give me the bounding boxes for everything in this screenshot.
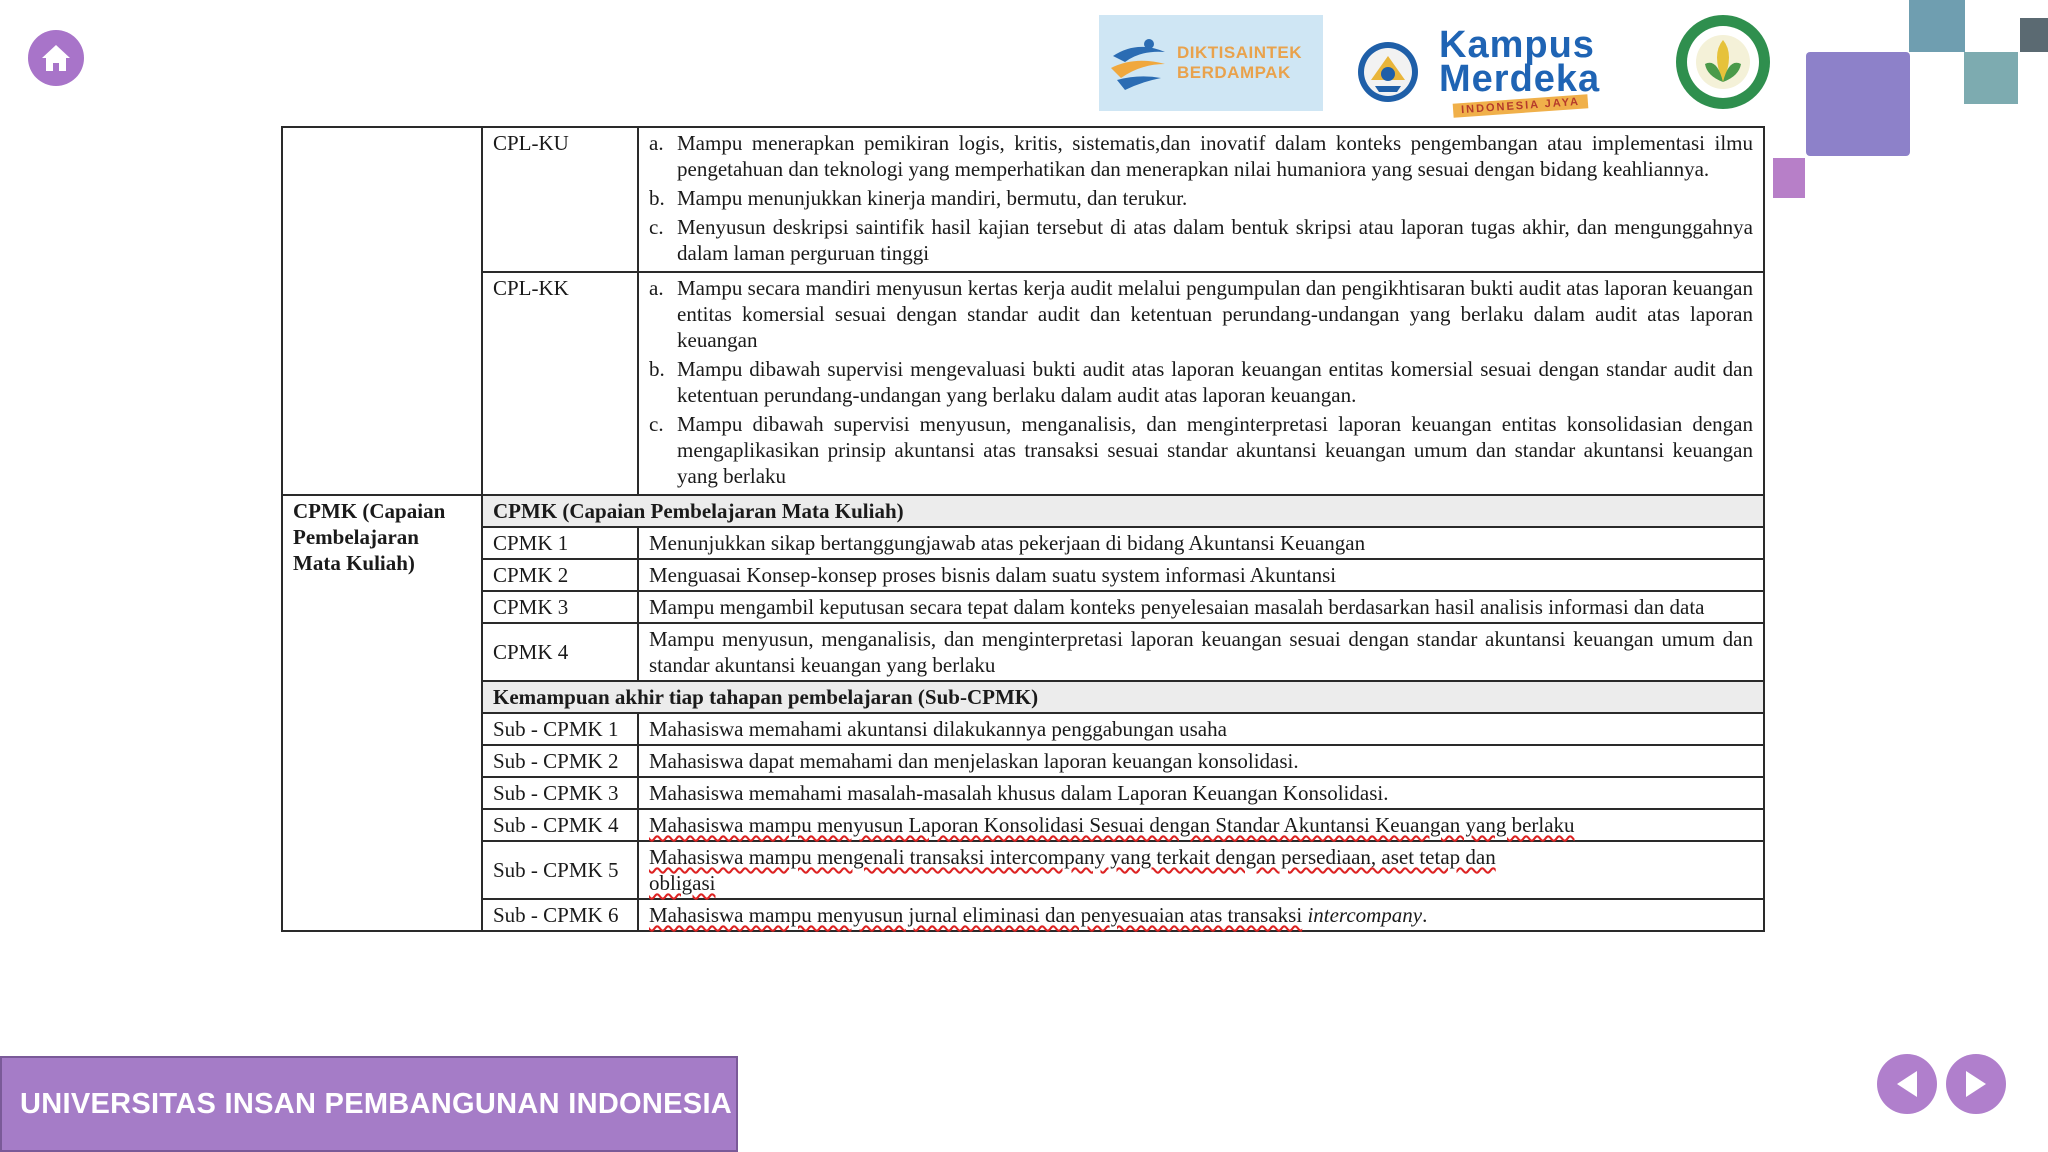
cpmk-row-label: CPMK (Capaian Pembelajaran Mata Kuliah)	[282, 495, 482, 931]
sub-cpmk-code: Sub - CPMK 4	[482, 809, 638, 841]
table-row	[282, 623, 1764, 681]
table-row	[282, 713, 1764, 745]
table-row	[282, 899, 1764, 931]
table-left-empty-cell	[282, 127, 482, 495]
cpl-ku-code: CPL-KU	[482, 127, 638, 272]
cpmk-code: CPMK 3	[482, 591, 638, 623]
previous-slide-button[interactable]	[1877, 1054, 1937, 1114]
list-item: a. Mampu secara mandiri menyusun kertas kerja audit melalui pengumpulan dan pengikhtisaran bukti audit atas laporan keuangan entitas komersial sesuai dengan standar audit dan ketentuan perundang-undangan yang berlaku dalam audit atas laporan keuangan	[649, 276, 1753, 352]
decorative-square	[1773, 158, 1805, 198]
sub-cpmk-text: Mahasiswa mampu menyusun Laporan Konsolidasi Sesuai dengan Standar Akuntansi Keuangan yang berlaku	[638, 809, 1764, 841]
table-row	[282, 745, 1764, 777]
table-row	[282, 559, 1764, 591]
sub-cpmk-code: Sub - CPMK 1	[482, 713, 638, 745]
arrow-right-icon	[1962, 1069, 1990, 1099]
sub-cpmk-code: Sub - CPMK 5	[482, 841, 638, 899]
cpmk-text: Mampu menyusun, menganalisis, dan menginterpretasi laporan keuangan sesuai dengan standar akuntansi keuangan umum dan standar akuntansi keuangan yang berlaku	[638, 623, 1764, 681]
sub-cpmk-text: Mahasiswa memahami akuntansi dilakukannya penggabungan usaha	[638, 713, 1764, 745]
list-item: c. Menyusun deskripsi saintifik hasil kajian tersebut di atas dalam bentuk skripsi atau laporan tugas akhir, dan mengunggahnya dalam laman perguruan tinggi	[649, 215, 1753, 265]
kampus-merdeka-line2: Merdeka	[1439, 58, 1601, 100]
sub-cpmk-text: Mahasiswa mampu mengenali transaksi intercompany yang terkait dengan persediaan, aset tetap dan obligasi	[638, 841, 1764, 899]
slide-content-table	[281, 126, 1765, 986]
cpl-kk-code: CPL-KK	[482, 272, 638, 495]
cpl-kk-description	[638, 272, 1764, 495]
list-item: a. Mampu menerapkan pemikiran logis, kritis, sistematis,dan inovatif dalam konteks pengembangan atau implementasi ilmu pengetahuan dan teknologi yang memperhatikan dan menerapkan nilai humaniora yang sesuai dengan bidang keahliannya.	[649, 131, 1753, 181]
kampus-merdeka-line1: Kampus	[1439, 24, 1595, 66]
sub-cpmk-text: Mahasiswa mampu menyusun jurnal eliminasi dan penyesuaian atas transaksi intercompany.	[638, 899, 1764, 931]
next-slide-button[interactable]	[1946, 1054, 2006, 1114]
cpmk-text: Menguasai Konsep-konsep proses bisnis dalam suatu system informasi Akuntansi	[638, 559, 1764, 591]
institution-banner	[0, 1056, 738, 1152]
sub-cpmk-code: Sub - CPMK 3	[482, 777, 638, 809]
cpl-ku-description	[638, 127, 1764, 272]
sub-cpmk-text: Mahasiswa memahami masalah-masalah khusus dalam Laporan Keuangan Konsolidasi.	[638, 777, 1764, 809]
diktisaintek-logo	[1099, 15, 1323, 111]
table-row	[282, 591, 1764, 623]
cpmk-code: CPMK 2	[482, 559, 638, 591]
decorative-square	[1964, 52, 2018, 104]
diktisaintek-emblem-icon	[1107, 34, 1171, 92]
list-item: c. Mampu dibawah supervisi menyusun, menganalisis, dan menginterpretasi laporan keuangan entitas konsolidasian dengan mengaplikasikan prinsip akuntansi atas transaksi sesuai standar akuntansi keuangan umum dan standar akuntansi keuangan yang berlaku	[649, 412, 1753, 488]
cpmk-code: CPMK 4	[482, 623, 638, 681]
table-row	[282, 777, 1764, 809]
list-item: b. Mampu menunjukkan kinerja mandiri, bermutu, dan terukur.	[649, 186, 1188, 210]
arrow-left-icon	[1893, 1069, 1921, 1099]
kampus-merdeka-logo	[1439, 24, 1619, 117]
kampus-merdeka-tagline: INDONESIA JAYA	[1453, 94, 1589, 117]
decorative-square	[1909, 0, 1965, 52]
university-seal-logo	[1661, 12, 1785, 112]
cpmk-text: Menunjukkan sikap bertanggungjawab atas pekerjaan di bidang Akuntansi Keuangan	[638, 527, 1764, 559]
sub-cpmk-section-header: Kemampuan akhir tiap tahapan pembelajaran (Sub-CPMK)	[482, 681, 1764, 713]
sub-cpmk-text: Mahasiswa dapat memahami dan menjelaskan laporan keuangan konsolidasi.	[638, 745, 1764, 777]
table-row	[282, 841, 1764, 899]
cpmk-section-header: CPMK (Capaian Pembelajaran Mata Kuliah)	[482, 495, 1764, 527]
diktisaintek-line2: BERDAMPAK	[1177, 63, 1291, 82]
decorative-square	[2020, 18, 2048, 52]
home-icon	[40, 43, 72, 73]
cpmk-text: Mampu mengambil keputusan secara tepat dalam konteks penyelesaian masalah berdasarkan hasil analisis informasi dan data	[638, 591, 1764, 623]
sub-cpmk-code: Sub - CPMK 2	[482, 745, 638, 777]
table-row	[282, 527, 1764, 559]
list-item: b. Mampu dibawah supervisi mengevaluasi bukti audit atas laporan keuangan entitas komersial sesuai dengan standar audit dan ketentuan perundang-undangan yang berlaku dalam audit atas laporan keuangan.	[649, 357, 1753, 407]
table-row	[282, 809, 1764, 841]
cpmk-code: CPMK 1	[482, 527, 638, 559]
decorative-square	[1806, 52, 1910, 156]
sub-cpmk-code: Sub - CPMK 6	[482, 899, 638, 931]
tut-wuri-handayani-logo	[1351, 40, 1425, 104]
institution-name: UNIVERSITAS INSAN PEMBANGUNAN INDONESIA	[20, 1087, 733, 1120]
diktisaintek-line1: DIKTISAINTEK	[1177, 43, 1302, 62]
home-button[interactable]	[28, 30, 84, 86]
